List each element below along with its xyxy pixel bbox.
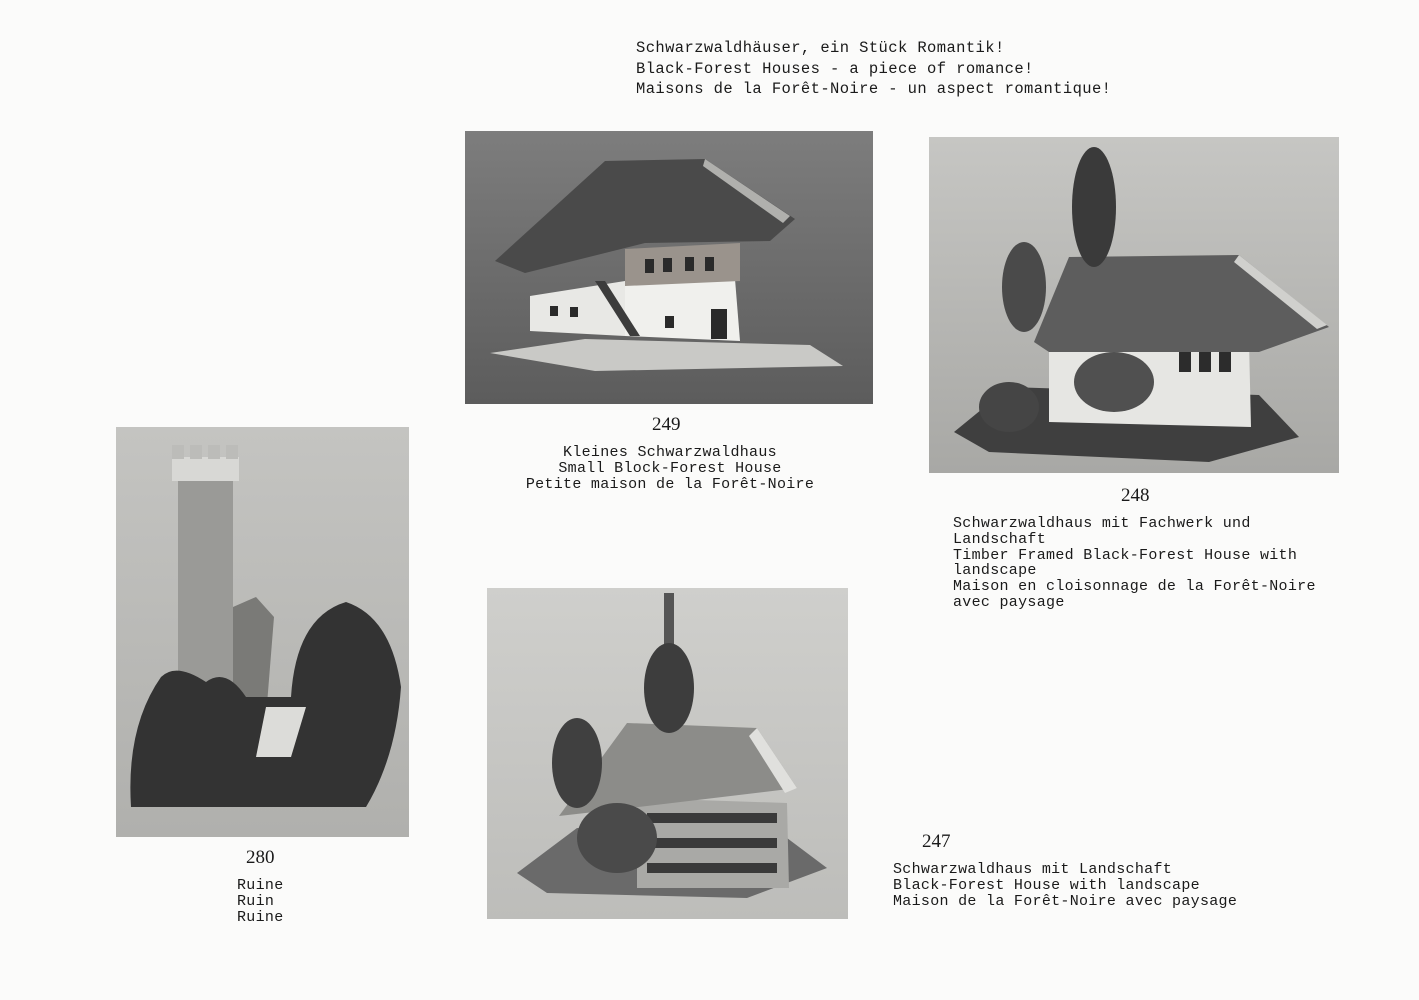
item-248-fr-2: avec paysage	[953, 593, 1065, 611]
item-280-de: Ruine	[237, 877, 284, 894]
item-280-en: Ruin	[237, 892, 275, 910]
item-247-number: 247	[922, 831, 951, 852]
item-249-de: Kleines Schwarzwaldhaus	[563, 444, 777, 461]
item-247-caption	[893, 862, 1237, 909]
photo-ruin	[116, 427, 409, 837]
item-248-en-2: landscape	[953, 562, 1037, 580]
item-247-fr: Maison de la Forêt-Noire avec paysage	[893, 892, 1238, 910]
item-249-fr: Petite maison de la Forêt-Noire	[525, 475, 815, 493]
item-280-number: 280	[246, 847, 275, 868]
item-280-caption	[237, 878, 284, 925]
item-247-en: Black-Forest House with landscape	[893, 876, 1200, 894]
item-249-number: 249	[652, 414, 681, 435]
page-header	[636, 38, 1111, 100]
item-249-en: Small Block-Forest House	[558, 459, 782, 477]
item-280-fr: Ruine	[237, 908, 284, 926]
item-248-caption	[953, 516, 1316, 611]
item-248-de-2: Landschaft	[953, 530, 1047, 548]
header-line-de: Schwarzwaldhäuser, ein Stück Romantik!	[636, 39, 1005, 57]
header-line-fr: Maisons de la Forêt-Noire - un aspect romantique!	[636, 80, 1112, 98]
item-248-number: 248	[1121, 485, 1150, 506]
item-248-de-1: Schwarzwaldhaus mit Fachwerk und	[953, 515, 1251, 532]
item-249-caption	[520, 445, 820, 492]
header-line-en: Black-Forest Houses - a piece of romance!	[636, 59, 1034, 78]
item-247-de: Schwarzwaldhaus mit Landschaft	[893, 861, 1173, 878]
item-248-en-1: Timber Framed Black-Forest House with	[953, 546, 1298, 564]
item-248-fr-1: Maison en cloisonnage de la Forêt-Noire	[953, 578, 1316, 596]
photo-house-landscape	[487, 588, 848, 919]
photo-small-house	[465, 131, 873, 404]
photo-timber-house	[929, 137, 1339, 473]
